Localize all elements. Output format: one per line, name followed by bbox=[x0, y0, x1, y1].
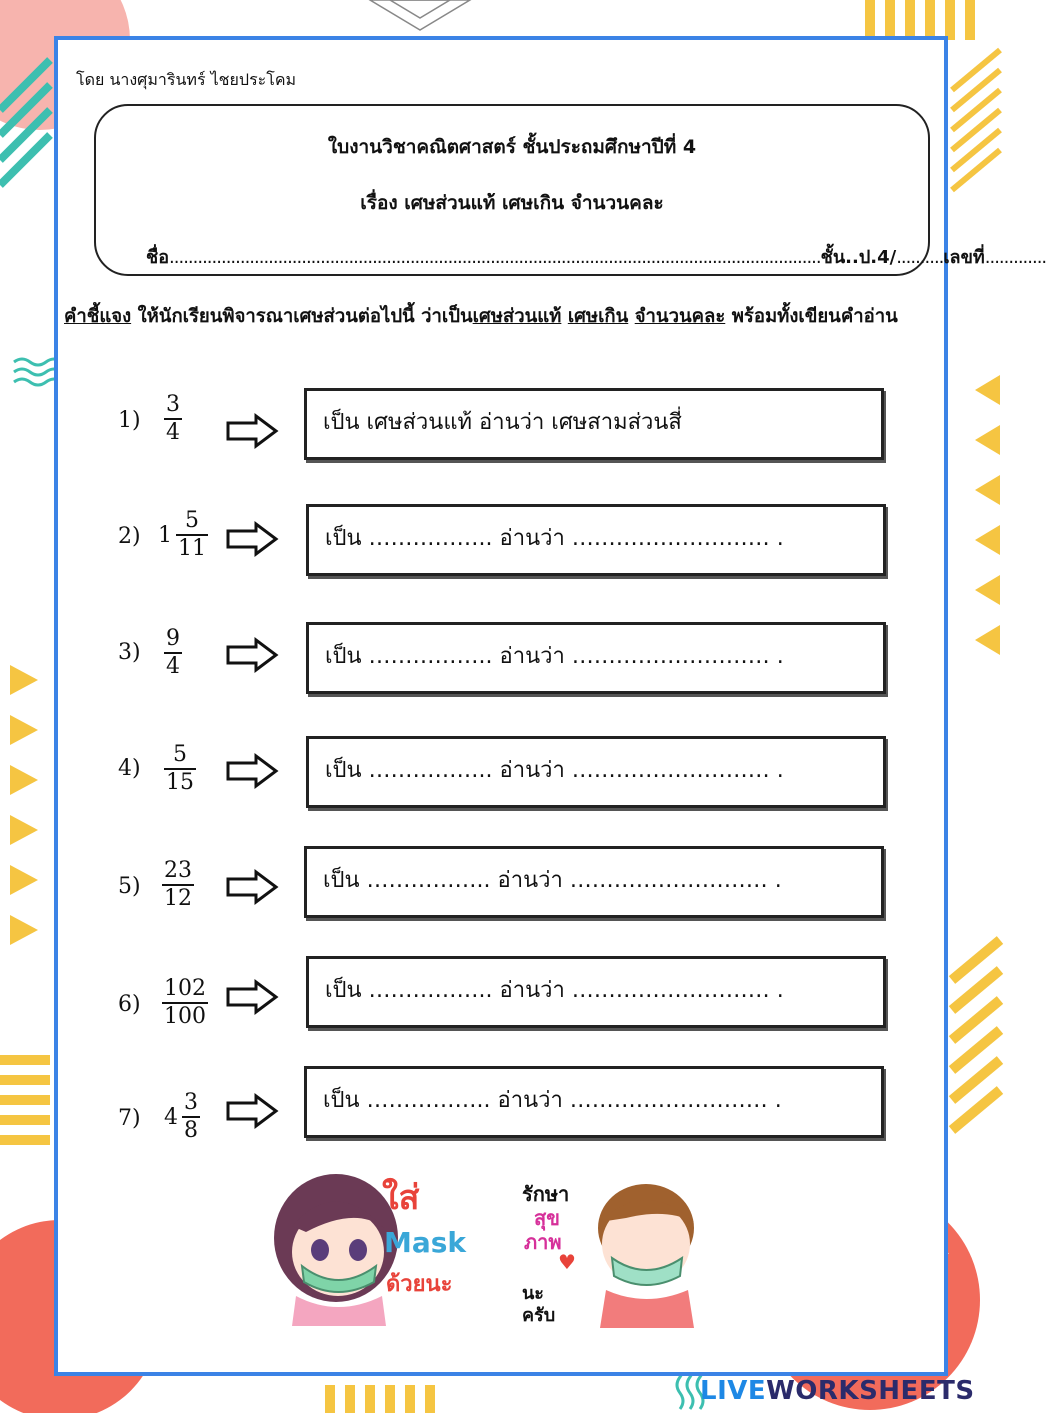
author-credit: โดย นางศุมารินทร์ ไชยประโคม bbox=[76, 70, 297, 89]
student-info-line bbox=[146, 242, 1046, 271]
number-field[interactable]: ............. bbox=[984, 247, 1046, 268]
numerator: 5 bbox=[173, 742, 187, 767]
term-mixed: จำนวนคละ bbox=[634, 306, 726, 327]
question-number: 4) bbox=[118, 756, 141, 781]
brand-prefix: LIVE bbox=[700, 1376, 767, 1406]
mask-girl-sticker bbox=[266, 1166, 476, 1326]
name-label: ชื่อ bbox=[146, 247, 170, 268]
term-proper: เศษส่วนแท้ bbox=[472, 306, 562, 327]
numerator: 3 bbox=[184, 1090, 198, 1115]
whole-number: 4 bbox=[164, 1104, 178, 1130]
fraction bbox=[164, 1090, 200, 1144]
arrow-right-icon bbox=[226, 754, 278, 788]
answer-box[interactable]: เป็น เศษส่วนแท้ อ่านว่า เศษสามส่วนสี่ bbox=[304, 388, 884, 460]
question-number: 5) bbox=[118, 874, 141, 899]
numerator: 102 bbox=[164, 976, 206, 1001]
question-number: 7) bbox=[118, 1106, 141, 1131]
class-label: ชั้น..ป.4/ bbox=[820, 247, 897, 268]
brand-suffix: WORKSHEETS bbox=[766, 1376, 975, 1406]
instructions-label: คำชี้แจง bbox=[64, 306, 132, 327]
numerator: 5 bbox=[185, 508, 199, 533]
fraction bbox=[164, 626, 182, 680]
arrow-right-icon bbox=[226, 1094, 278, 1128]
whole-number: 1 bbox=[158, 522, 172, 548]
denominator: 15 bbox=[166, 770, 194, 795]
girl-sticker-text-1: ใส่ bbox=[382, 1178, 420, 1218]
instructions bbox=[64, 302, 944, 331]
denominator: 4 bbox=[166, 420, 180, 445]
denominator: 100 bbox=[164, 1004, 206, 1029]
girl-sticker-text-3: ด้วยนะ bbox=[386, 1272, 453, 1297]
worksheet-subtitle: เรื่อง เศษส่วนแท้ เศษเกิน จำนวนคละ bbox=[360, 192, 664, 214]
arrow-right-icon bbox=[226, 414, 278, 448]
name-field[interactable]: .......................................................................................................................................... bbox=[169, 247, 821, 268]
answer-box[interactable]: เป็น …………….. อ่านว่า ……………………… . bbox=[306, 504, 886, 576]
answer-box[interactable]: เป็น …………….. อ่านว่า ……………………… . bbox=[304, 846, 884, 918]
boy-sticker-text-5: ครับ bbox=[522, 1305, 556, 1326]
question-number: 6) bbox=[118, 992, 141, 1017]
boy-sticker-text-3: ภาพ bbox=[524, 1230, 562, 1254]
answer-box[interactable]: เป็น …………….. อ่านว่า ……………………… . bbox=[306, 736, 886, 808]
boy-sticker-text-1: รักษา bbox=[522, 1182, 570, 1206]
denominator: 4 bbox=[166, 654, 180, 679]
fraction bbox=[164, 392, 182, 446]
arrow-right-icon bbox=[226, 870, 278, 904]
instructions-text-end: พร้อมทั้งเขียนคำอ่าน bbox=[725, 306, 898, 327]
fraction bbox=[158, 508, 208, 562]
answer-box[interactable]: เป็น …………….. อ่านว่า ……………………… . bbox=[304, 1066, 884, 1138]
denominator: 12 bbox=[164, 886, 192, 911]
class-field[interactable]: .......... bbox=[896, 247, 944, 268]
question-number: 2) bbox=[118, 524, 141, 549]
header-box bbox=[94, 104, 1046, 276]
arrow-right-icon bbox=[226, 638, 278, 672]
question-number: 1) bbox=[118, 408, 141, 433]
numerator: 23 bbox=[164, 858, 192, 883]
number-label: เลขที่ bbox=[943, 247, 985, 268]
fraction bbox=[164, 742, 196, 796]
fraction bbox=[162, 858, 194, 912]
answer-box[interactable]: เป็น …………….. อ่านว่า ……………………… . bbox=[306, 956, 886, 1028]
instructions-text: ให้นักเรียนพิจารณาเศษส่วนต่อไปนี้ ว่าเป็น bbox=[131, 306, 473, 327]
liveworksheets-logo[interactable] bbox=[700, 1376, 975, 1406]
question-number: 3) bbox=[118, 640, 141, 665]
numerator: 9 bbox=[166, 626, 180, 651]
arrow-right-icon bbox=[226, 980, 278, 1014]
worksheet bbox=[54, 36, 1046, 1376]
term-improper: เศษเกิน bbox=[567, 306, 629, 327]
girl-sticker-text-2: Mask bbox=[384, 1226, 467, 1259]
answer-box[interactable]: เป็น …………….. อ่านว่า ……………………… . bbox=[306, 622, 886, 694]
arrow-right-icon bbox=[226, 522, 278, 556]
worksheet-title: ใบงานวิชาคณิตศาสตร์ ชั้นประถมศึกษาปีที่ 4 bbox=[327, 136, 697, 158]
denominator: 8 bbox=[184, 1118, 198, 1143]
numerator: 3 bbox=[166, 392, 180, 417]
boy-sticker-text-2: สุข bbox=[534, 1206, 560, 1230]
heart-icon: ♥ bbox=[558, 1250, 576, 1274]
fraction bbox=[162, 976, 208, 1030]
health-boy-sticker bbox=[518, 1174, 718, 1334]
denominator: 11 bbox=[178, 536, 206, 561]
boy-sticker-text-4: นะ bbox=[522, 1283, 544, 1304]
boy-illustration-icon bbox=[586, 1178, 706, 1328]
